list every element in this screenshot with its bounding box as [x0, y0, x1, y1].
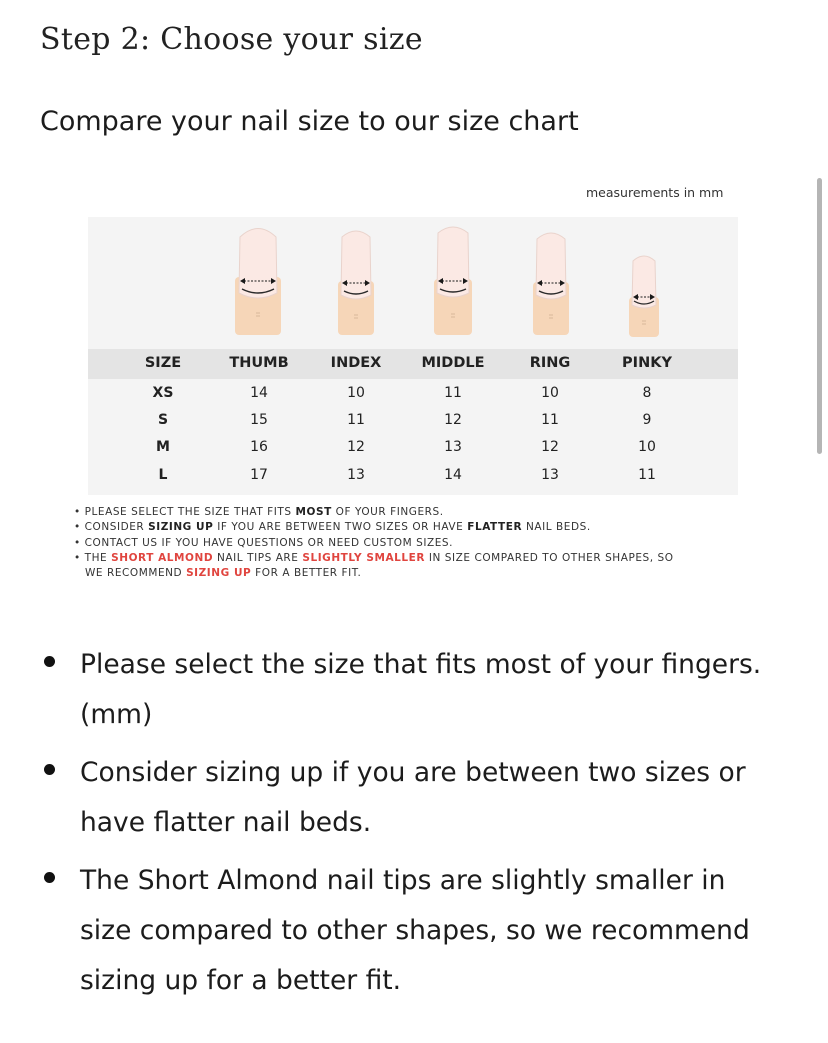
- note-highlight: SIZING UP: [186, 567, 252, 580]
- column-header-thumb: THUMB: [229, 355, 289, 371]
- subtitle: Compare your nail size to our size chart: [40, 106, 579, 137]
- table-cell: 11: [347, 412, 365, 428]
- finger-thumb-icon: [235, 229, 281, 336]
- note-emphasis: MOST: [295, 506, 332, 518]
- table-cell: 14: [250, 385, 268, 401]
- column-header-ring: RING: [529, 355, 571, 371]
- table-cell: 12: [444, 412, 462, 428]
- chart-note-4-continued: [74, 566, 674, 581]
- note-text: CONTACT US IF YOU HAVE QUESTIONS OR NEED CUSTOM SIZES.: [84, 536, 453, 549]
- note-text: THE: [84, 551, 112, 564]
- chart-notes: [74, 505, 674, 581]
- list-item-text: Please select the size that fits most of your fingers.(mm): [80, 649, 762, 730]
- table-cell: 12: [347, 439, 365, 455]
- list-item: [40, 640, 770, 740]
- chart-note-3: • CONTACT US IF YOU HAVE QUESTIONS OR NEED CUSTOM SIZES.: [74, 536, 453, 549]
- finger-illustrations: [88, 217, 738, 349]
- table-cell: 11: [541, 412, 559, 428]
- chart-note-1: • PLEASE SELECT THE SIZE THAT FITS MOST OF YOUR FINGERS.: [74, 506, 444, 518]
- note-text: NAIL TIPS ARE: [213, 551, 303, 564]
- table-cell: 10: [541, 385, 559, 401]
- size-chart: [88, 217, 738, 495]
- column-header-pinky: PINKY: [622, 355, 672, 371]
- table-cell: 10: [638, 439, 656, 455]
- table-cell: 15: [250, 412, 268, 428]
- note-text: PLEASE SELECT THE SIZE THAT FITS: [84, 506, 296, 518]
- bullet-icon: [44, 764, 55, 775]
- finger-ring-icon: [533, 233, 569, 335]
- table-cell: 13: [541, 467, 559, 483]
- list-item: [40, 748, 770, 848]
- bullet-icon: [44, 656, 55, 667]
- row-label-s: S: [157, 412, 169, 428]
- table-cell: 12: [541, 439, 559, 455]
- finger-middle-icon: [434, 227, 472, 335]
- chart-note-4: • THE SHORT ALMOND NAIL TIPS ARE SLIGHTLY SMALLER IN SIZE COMPARED TO OTHER SHAPES, SO: [74, 551, 674, 564]
- note-text: CONSIDER: [84, 521, 149, 534]
- note-emphasis: SIZING UP: [148, 521, 214, 534]
- measurement-unit-note: measurements in mm: [586, 185, 724, 200]
- table-cell: 8: [642, 385, 652, 401]
- table-cell: 11: [638, 467, 656, 483]
- note-emphasis: FLATTER: [467, 521, 523, 534]
- list-item-text: The Short Almond nail tips are slightly smaller in size compared to other shapes, so we recommend sizing up for a better fit.: [80, 865, 750, 996]
- finger-pinky-icon: [629, 256, 659, 337]
- note-highlight: SLIGHTLY SMALLER: [302, 551, 425, 564]
- table-cell: 11: [444, 385, 462, 401]
- scrollbar[interactable]: [817, 178, 822, 454]
- column-header-middle: MIDDLE: [421, 355, 485, 371]
- bullet-icon: [44, 872, 55, 883]
- step-title: Step 2: Choose your size: [40, 22, 423, 57]
- note-text: IN SIZE COMPARED TO OTHER SHAPES, SO: [424, 551, 674, 564]
- chart-note-2: • CONSIDER SIZING UP IF YOU ARE BETWEEN TWO SIZES OR HAVE FLATTER NAIL BEDS.: [74, 521, 591, 534]
- list-item: [40, 856, 770, 1006]
- note-text: OF YOUR FINGERS.: [331, 506, 444, 518]
- table-cell: 13: [444, 439, 462, 455]
- note-text: IF YOU ARE BETWEEN TWO SIZES OR HAVE: [213, 521, 468, 534]
- note-text: NAIL BEDS.: [522, 521, 591, 534]
- table-cell: 17: [250, 467, 268, 483]
- finger-index-icon: [338, 231, 374, 335]
- column-header-size: SIZE: [144, 355, 182, 371]
- table-cell: 9: [642, 412, 652, 428]
- note-highlight: SHORT ALMOND: [111, 551, 214, 564]
- table-cell: 14: [444, 467, 462, 483]
- table-cell: 10: [347, 385, 365, 401]
- column-header-index: INDEX: [330, 355, 382, 371]
- table-cell: 16: [250, 439, 268, 455]
- list-item-text: Consider sizing up if you are between two sizes or have flatter nail beds.: [80, 757, 746, 838]
- row-label-m: M: [156, 439, 170, 455]
- note-text: FOR A BETTER FIT.: [251, 567, 362, 580]
- sizing-tips-list: [40, 640, 770, 1014]
- row-label-l: L: [158, 467, 168, 483]
- table-cell: 13: [347, 467, 365, 483]
- row-label-xs: XS: [152, 385, 174, 401]
- note-text: WE RECOMMEND: [85, 567, 187, 580]
